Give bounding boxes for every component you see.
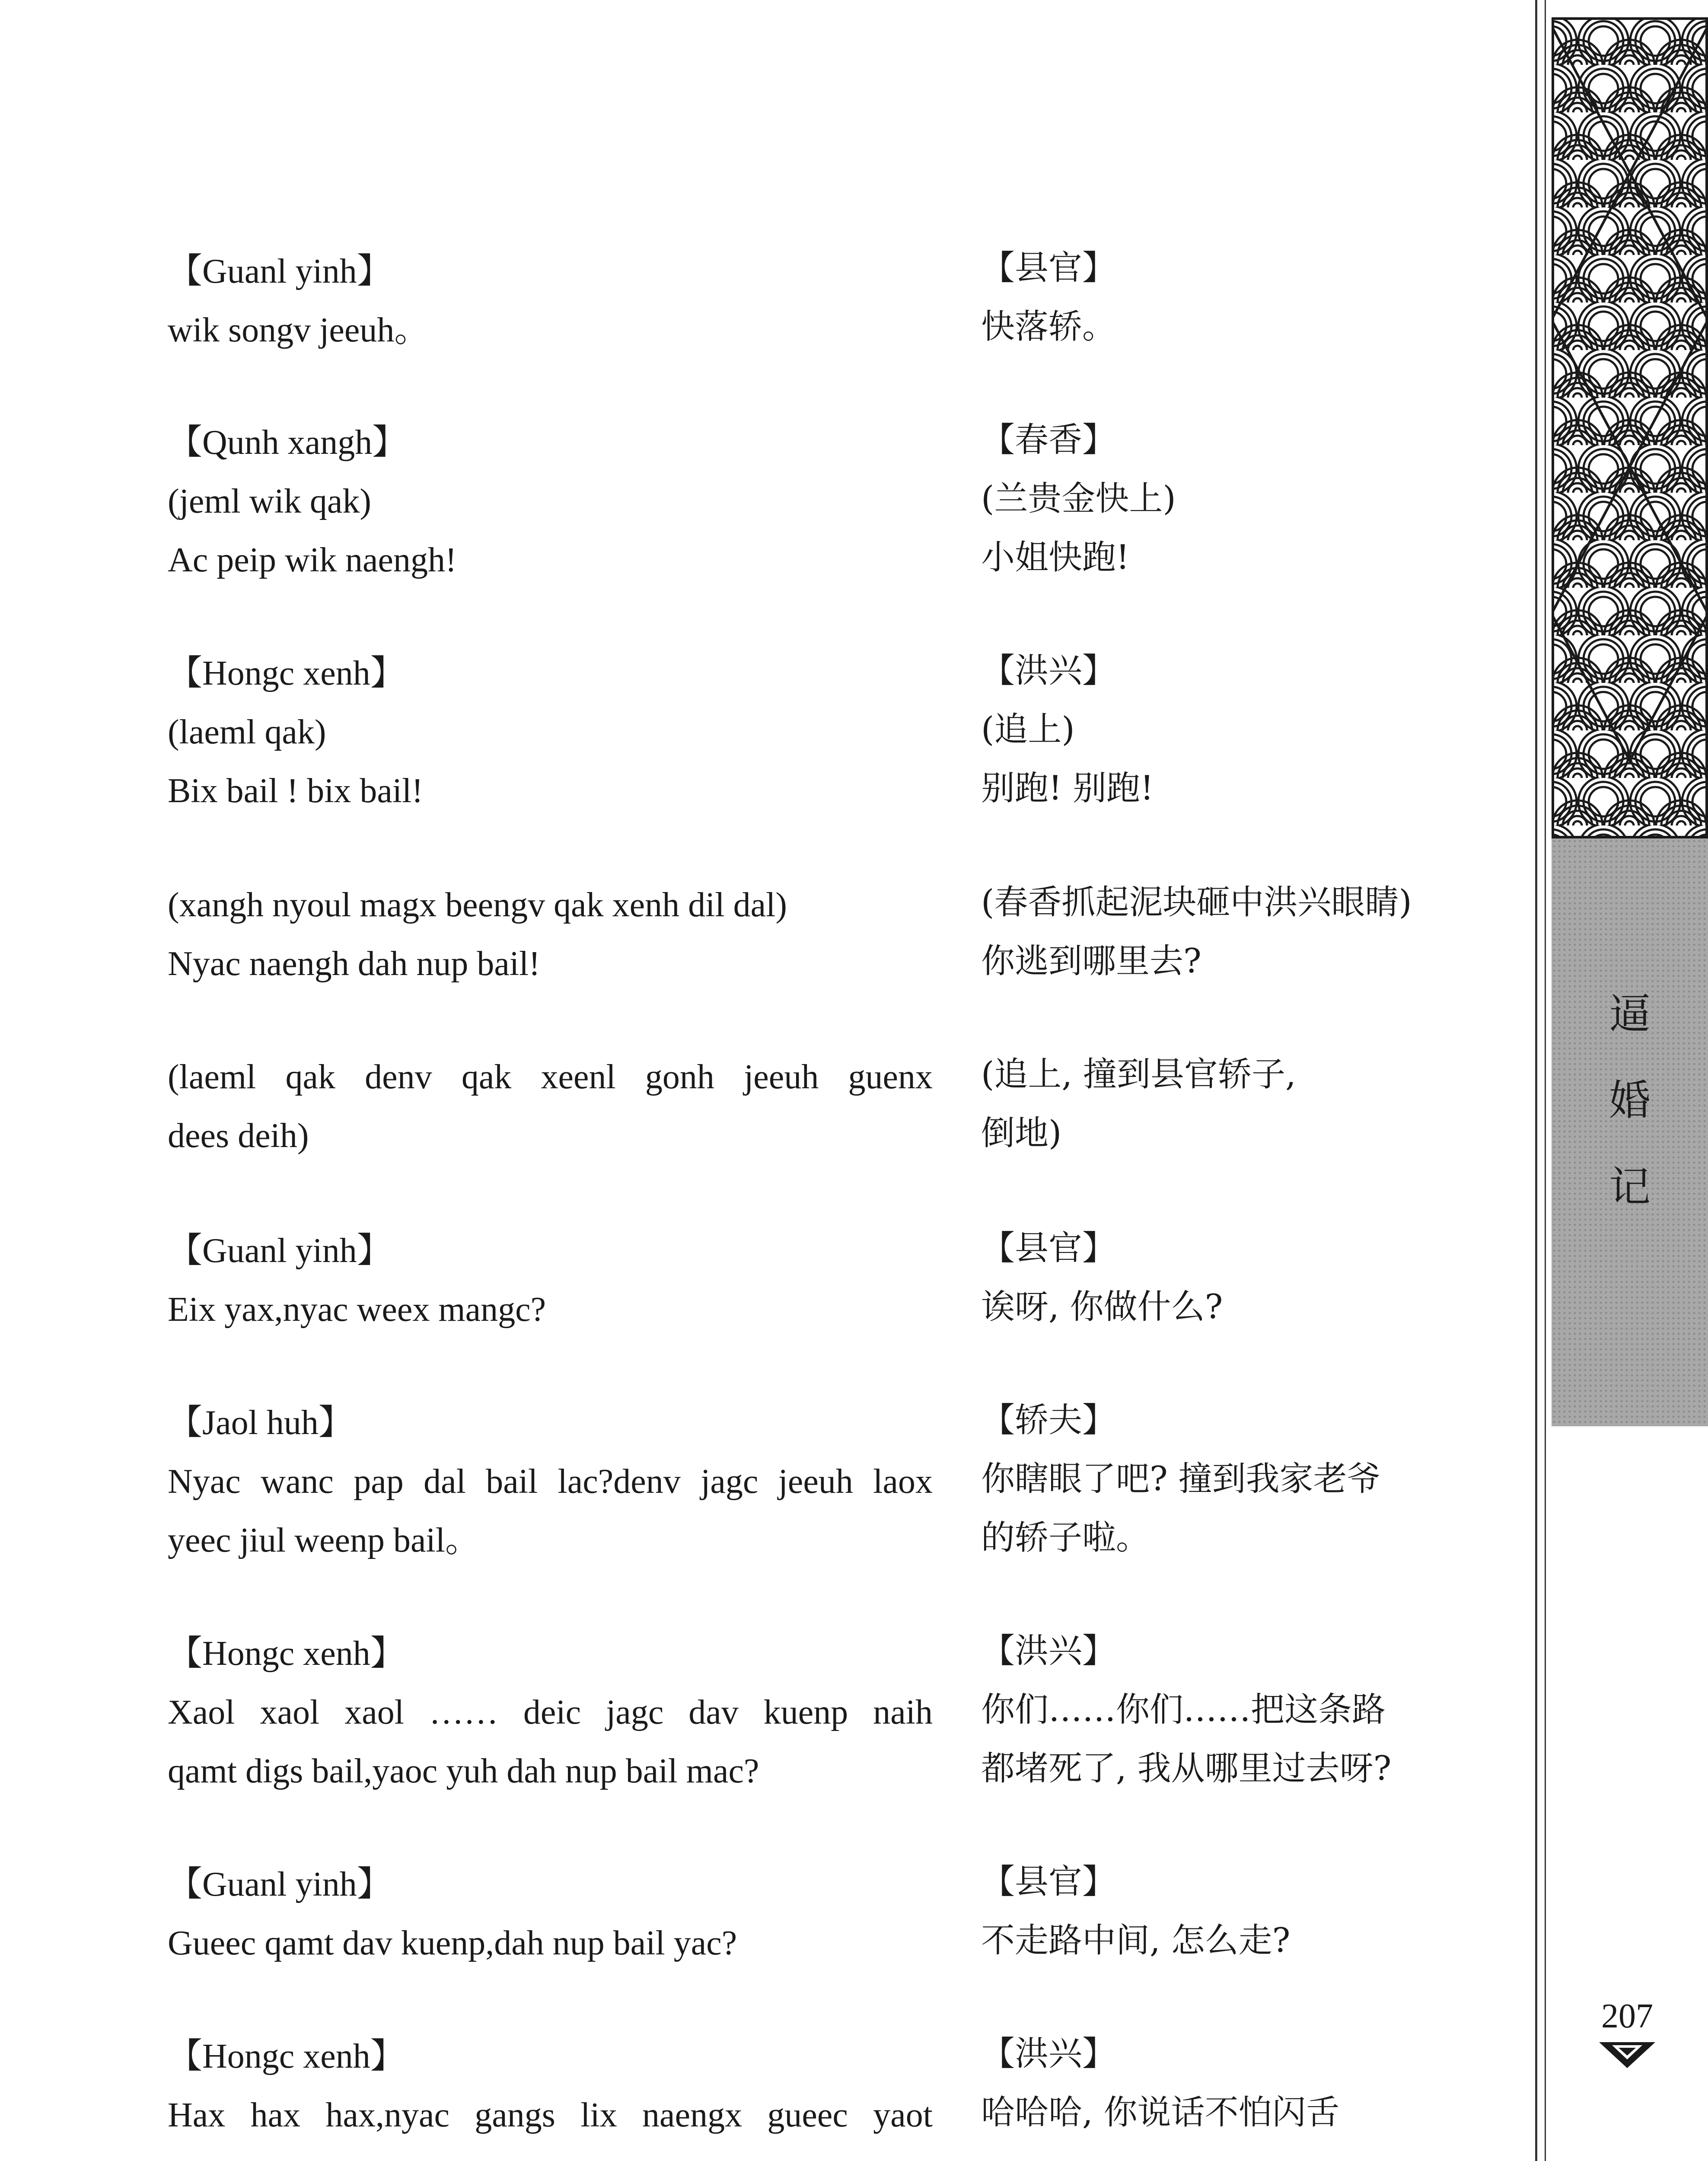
stage-direction: (laeml qak denv qak xeenl gonh jeeuh guenx [168, 1058, 933, 1096]
page-number: 207 [1601, 1997, 1653, 2035]
speaker-label: 【洪兴】 [981, 2034, 1116, 2073]
dialogue-line: 你瞎眼了吧? 撞到我家老爷 [981, 1460, 1381, 1498]
dialogue-line: 别跑! 别跑! [981, 769, 1154, 808]
exchange-dong [168, 1393, 933, 1570]
exchange-chinese [981, 411, 1461, 587]
exchange-chinese [981, 1045, 1461, 1163]
exchange-dong [168, 1048, 933, 1165]
dialogue-line-cont: 都堵死了, 我从哪里过去呀? [981, 1749, 1392, 1788]
dialogue-line: Bix bail ! bix bail! [168, 772, 424, 810]
stage-direction: (laeml qak) [168, 713, 326, 751]
exchange-dong [168, 644, 933, 820]
dialogue-line: Nyac wanc pap dal bail lac?denv jagc jeeuh laox [168, 1463, 933, 1501]
exchange-chinese [981, 239, 1461, 356]
dialogue-line-cont: 的轿子啦。 [981, 1518, 1150, 1557]
speaker-label: 【Hongc xenh】 [168, 1635, 405, 1673]
page-ornament-icon [1599, 2040, 1655, 2072]
exchange-dong [168, 1221, 933, 1339]
dialogue-line: 不走路中间, 怎么走? [981, 1921, 1291, 1960]
speaker-label: 【Qunh xangh】 [168, 424, 407, 462]
speaker-label: 【Guanl yinh】 [168, 1232, 392, 1270]
speaker-label: 【轿夫】 [981, 1401, 1116, 1440]
speaker-label: 【Hongc xenh】 [168, 2037, 405, 2075]
stage-direction-cont: dees deih) [168, 1117, 309, 1155]
exchange-chinese [981, 2024, 1461, 2142]
exchange-chinese [981, 1852, 1461, 1970]
dialogue-line: Nyac naengh dah nup bail! [168, 945, 540, 983]
book-title-char: 记 [1609, 1163, 1651, 1211]
speaker-label: 【县官】 [981, 1229, 1116, 1268]
dialogue-line: 哈哈哈, 你说话不怕闪舌 [981, 2093, 1340, 2132]
speaker-label: 【县官】 [981, 249, 1116, 287]
stage-direction-cont: 倒地) [981, 1114, 1062, 1153]
stage-direction: (兰贵金快上) [981, 479, 1176, 518]
dialogue-line: 快落轿。 [981, 307, 1116, 346]
stage-direction: (追上) [981, 710, 1075, 749]
exchange-chinese [981, 1622, 1461, 1798]
speaker-label: 【Jaol huh】 [168, 1404, 353, 1442]
book-title-char: 婚 [1609, 1076, 1651, 1125]
dialogue-line-cont: yeec jiul weenp bail。 [168, 1521, 480, 1559]
exchange-chinese [981, 1391, 1461, 1567]
dialogue-line: Ac peip wik naengh! [168, 541, 457, 579]
speaker-label: 【洪兴】 [981, 1632, 1116, 1670]
exchange-dong [168, 242, 933, 360]
stage-direction: (追上, 撞到县官轿子, [981, 1055, 1296, 1094]
speaker-label: 【春香】 [981, 421, 1116, 459]
speaker-label: 【Hongc xenh】 [168, 654, 405, 692]
dialogue-line: Eix yax,nyac weex mangc? [168, 1291, 546, 1329]
exchange-chinese [981, 1219, 1461, 1336]
speaker-label: 【县官】 [981, 1862, 1116, 1901]
stage-direction: (春香抓起泥块砸中洪兴眼睛) [981, 883, 1412, 922]
scale-ornament-icon [1552, 17, 1708, 838]
dialogue-line: Xaol xaol xaol …… deic jagc dav kuenp naih [168, 1693, 933, 1731]
margin-rule [1535, 0, 1537, 2161]
speaker-label: 【Guanl yinh】 [168, 252, 392, 290]
exchange-dong [168, 2027, 933, 2145]
dialogue-line: Hax hax hax,nyac gangs lix naengx gueec yaot [168, 2096, 933, 2134]
exchange-dong [168, 1624, 933, 1801]
exchange-dong [168, 1855, 933, 1973]
dialogue-line: 你逃到哪里去? [981, 942, 1201, 981]
exchange-chinese [981, 641, 1461, 818]
dialogue-line: Gueec qamt dav kuenp,dah nup bail yac? [168, 1924, 737, 1962]
dialogue-line: 你们……你们……把这条路 [981, 1690, 1386, 1729]
dialogue-line: 小姐快跑! [981, 538, 1130, 577]
stage-direction: (xangh nyoul magx beengv qak xenh dil dal) [168, 886, 787, 924]
stage-direction: (jeml wik qak) [168, 482, 371, 520]
exchange-dong [168, 876, 933, 993]
exchange-dong [168, 413, 933, 590]
dialogue-line-cont: qamt digs bail,yaoc yuh dah nup bail mac? [168, 1752, 759, 1790]
dialogue-line: wik songv jeeuh。 [168, 311, 429, 349]
book-title-band [1552, 838, 1708, 1426]
speaker-label: 【洪兴】 [981, 651, 1116, 690]
book-title-char: 逼 [1609, 990, 1651, 1038]
dialogue-line: 诶呀, 你做什么? [981, 1288, 1223, 1326]
margin-rule [1545, 0, 1546, 2161]
speaker-label: 【Guanl yinh】 [168, 1865, 392, 1903]
exchange-chinese [981, 873, 1461, 991]
